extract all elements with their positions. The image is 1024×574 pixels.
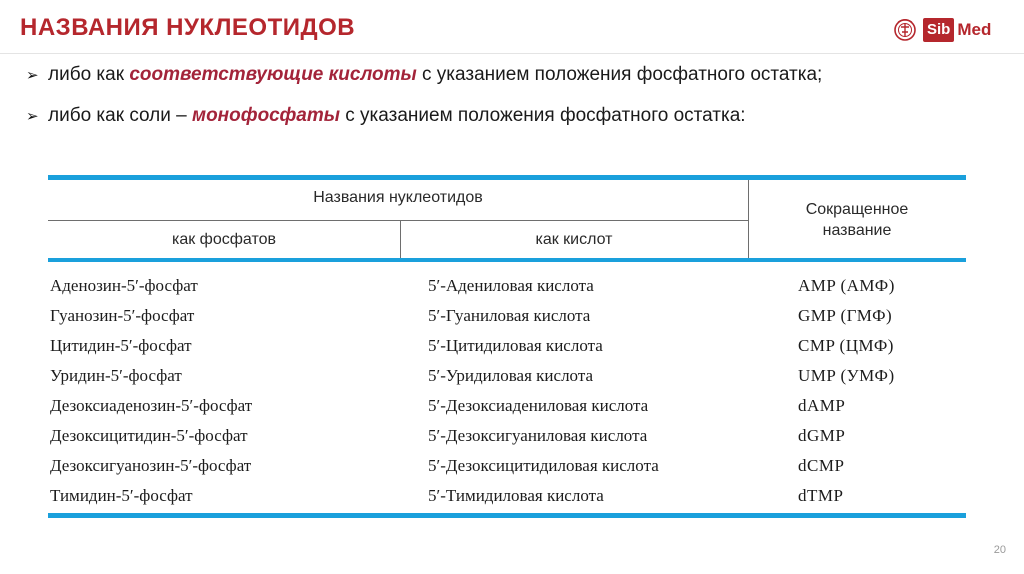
- bullet-item: [26, 105, 1006, 128]
- arrow-bullet-icon: ➢: [26, 67, 39, 84]
- table-row: [48, 361, 966, 391]
- table-body: [48, 271, 966, 511]
- header-abbreviation-line2: название: [822, 222, 892, 239]
- bullet-emphasis: монофосфаты: [192, 105, 340, 126]
- bullet-text-before: либо как соли –: [48, 105, 193, 126]
- bullet-text: [48, 105, 746, 127]
- abbreviation-cell: UMP (УМФ): [798, 366, 895, 385]
- abbreviation-cell: dGMP: [798, 426, 846, 445]
- abbreviation-cell: dTMP: [798, 486, 844, 505]
- phosphate-name-cell: Дезоксиаденозин-5′-фосфат: [50, 396, 253, 415]
- table-top-rule: [48, 175, 966, 180]
- acid-name-cell: 5′-Уридиловая кислота: [428, 366, 594, 385]
- acid-name-cell: 5′-Тимидиловая кислота: [428, 486, 604, 505]
- acid-name-cell: 5′-Адениловая кислота: [428, 276, 594, 295]
- bullet-emphasis: соответствующие кислоты: [129, 64, 417, 85]
- bullet-text-before: либо как: [48, 64, 130, 85]
- bullet-text-after: с указанием положения фосфатного остатка:: [340, 105, 746, 126]
- phosphate-name-cell: Дезоксигуанозин-5′-фосфат: [50, 456, 252, 475]
- table-row: [48, 391, 966, 421]
- bullet-item: [26, 64, 1006, 87]
- title-divider: [0, 53, 1024, 54]
- phosphate-name-cell: Гуанозин-5′-фосфат: [50, 306, 195, 325]
- table-row: [48, 331, 966, 361]
- header-abbreviation-line1: Сокращенное: [805, 201, 909, 218]
- table-row: [48, 271, 966, 301]
- phosphate-name-cell: Уридин-5′-фосфат: [50, 366, 182, 385]
- acid-name-cell: 5′-Дезоксигуаниловая кислота: [428, 426, 648, 445]
- table-header-rule: [48, 258, 966, 262]
- nucleotide-names-table: [48, 175, 966, 520]
- table-row: [48, 481, 966, 511]
- university-emblem-icon: [893, 17, 917, 43]
- header-nucleotide-names: Названия нуклеотидов: [313, 189, 483, 206]
- arrow-bullet-icon: ➢: [26, 108, 39, 125]
- bullet-text-after: с указанием положения фосфатного остатка;: [416, 64, 823, 85]
- phosphate-name-cell: Аденозин-5′-фосфат: [50, 276, 198, 295]
- table-row: [48, 451, 966, 481]
- header-as-phosphates: как фосфатов: [171, 231, 276, 248]
- acid-name-cell: 5′-Дезоксиадениловая кислота: [428, 396, 649, 415]
- page-number: 20: [993, 544, 1006, 556]
- table-row: [48, 421, 966, 451]
- bullet-list: [26, 64, 1006, 146]
- header-divider: [48, 220, 748, 221]
- slide-title: НАЗВАНИЯ НУКЛЕОТИДОВ: [20, 14, 356, 41]
- header-abbreviation: [748, 199, 966, 241]
- phosphate-name-cell: Тимидин-5′-фосфат: [50, 486, 193, 505]
- acid-name-cell: 5′-Дезоксицитидиловая кислота: [428, 456, 659, 475]
- abbreviation-cell: CMP (ЦМФ): [798, 336, 894, 355]
- logo-med-text: Med: [957, 20, 992, 39]
- abbreviation-cell: AMP (АМФ): [798, 276, 895, 295]
- phosphate-name-cell: Дезоксицитидин-5′-фосфат: [50, 426, 248, 445]
- logo-sib-text: Sib: [923, 18, 954, 42]
- sibmed-logo: [893, 16, 1013, 44]
- bullet-text: [48, 64, 822, 86]
- table-row: [48, 301, 966, 331]
- acid-name-cell: 5′-Цитидиловая кислота: [428, 336, 603, 355]
- table-bottom-rule: [48, 513, 966, 518]
- header-as-acids: как кислот: [535, 231, 613, 248]
- abbreviation-cell: dCMP: [798, 456, 845, 475]
- phosphate-name-cell: Цитидин-5′-фосфат: [50, 336, 192, 355]
- abbreviation-cell: GMP (ГМФ): [798, 306, 893, 325]
- acid-name-cell: 5′-Гуаниловая кислота: [428, 306, 591, 325]
- abbreviation-cell: dAMP: [798, 396, 846, 415]
